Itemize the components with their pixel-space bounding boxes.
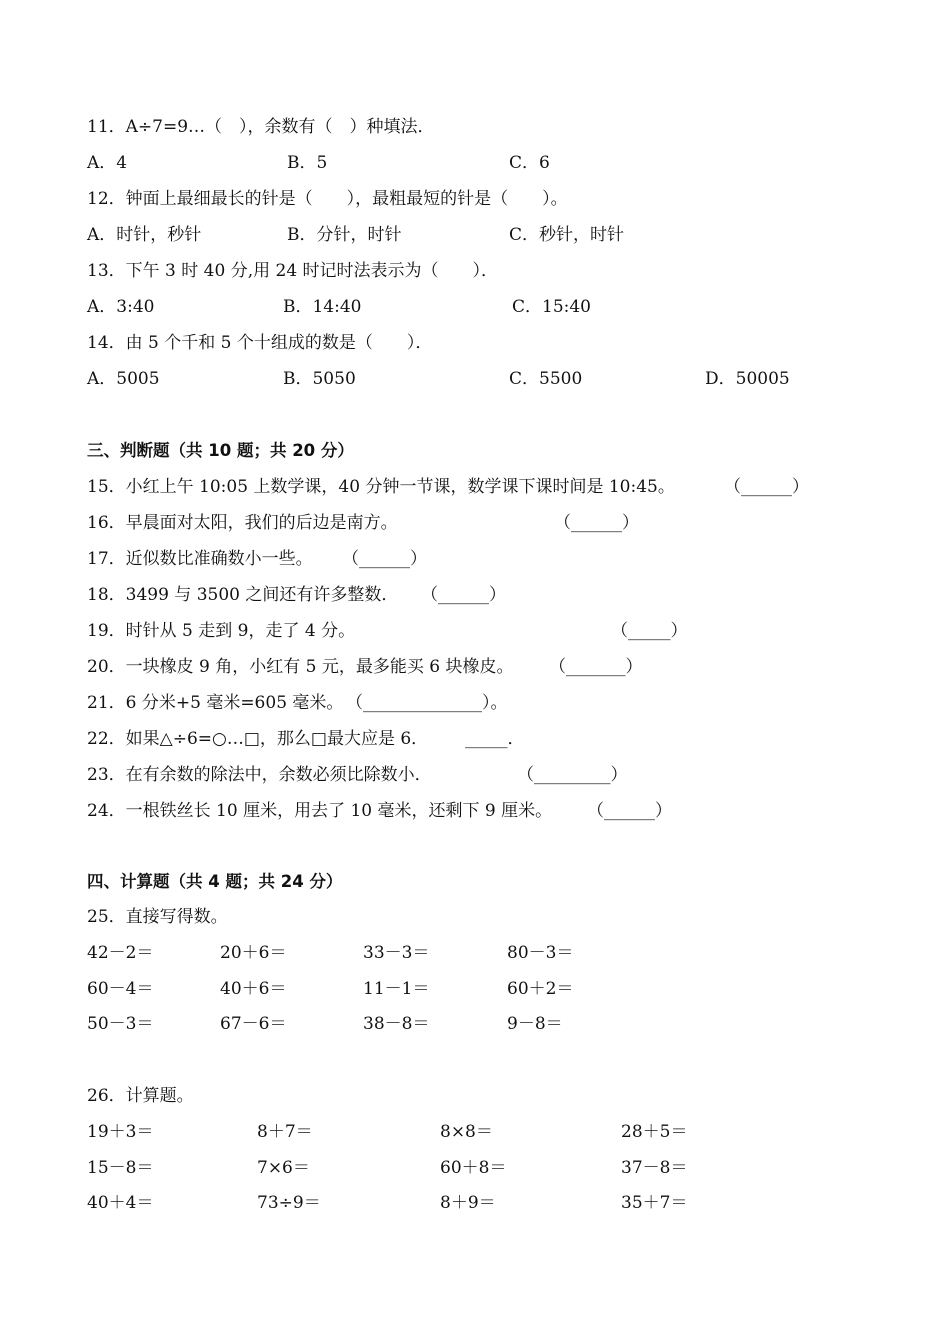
question-25: 25．直接写得数。 [87,907,228,927]
question-21: 21．6 分米+5 毫米=605 毫米。 [87,693,344,713]
question-13: 13．下午 3 时 40 分,用 24 时记时法表示为（ ）． [87,261,499,281]
q22-answer-blank[interactable]: _____． [465,729,525,749]
q13-option-c: C．15:40 [512,297,591,317]
q25-cell: 60＋2＝ [507,979,574,999]
q14-option-b: B．5050 [283,369,356,389]
q26-cell: 8＋9＝ [440,1193,496,1213]
question-12: 12．钟面上最细最长的针是（ ），最粗最短的针是（ ）。 [87,189,568,209]
question-17: 17．近似数比准确数小一些。 [87,549,313,569]
q24-answer-blank[interactable]: （______） [587,801,672,821]
q18-answer-blank[interactable]: （______） [421,585,506,605]
q26-cell: 73÷9＝ [257,1193,321,1213]
q25-cell: 33－3＝ [363,943,430,963]
question-14: 14．由 5 个千和 5 个十组成的数是（ ）． [87,333,433,353]
q26-cell: 40＋4＝ [87,1193,154,1213]
q14-option-d: D．50005 [705,369,790,389]
q14-option-a: A．5005 [87,369,160,389]
question-26: 26．计算题。 [87,1086,194,1106]
q12-option-b: B．分针，时针 [287,225,402,245]
q26-cell: 37－8＝ [621,1158,688,1178]
q11-option-c: C．6 [509,153,550,173]
q12-option-a: A．时针，秒针 [87,225,202,245]
q23-answer-blank[interactable]: （_________） [517,765,628,785]
q19-answer-blank[interactable]: （_____） [611,621,688,641]
q25-cell: 60－4＝ [87,979,154,999]
section-3-heading: 三、判断题（共 10 题；共 20 分） [87,441,354,460]
question-24: 24．一根铁丝长 10 厘米，用去了 10 毫米，还剩下 9 厘米。 [87,801,553,821]
q26-cell: 8＋7＝ [257,1122,313,1142]
q25-cell: 42－2＝ [87,943,154,963]
q25-cell: 67－6＝ [220,1014,287,1034]
q25-cell: 40＋6＝ [220,979,287,999]
q13-option-b: B．14:40 [283,297,362,317]
q17-answer-blank[interactable]: （______） [342,549,427,569]
question-18: 18．3499 与 3500 之间还有许多整数． [87,585,399,605]
q14-option-c: C．5500 [509,369,583,389]
question-11: 11．A÷7=9…（ ），余数有（ ）种填法． [87,117,435,137]
question-20: 20．一块橡皮 9 角，小红有 5 元，最多能买 6 块橡皮。 [87,657,514,677]
question-23: 23．在有余数的除法中，余数必须比除数小． [87,765,432,785]
q26-cell: 8×8＝ [440,1122,493,1142]
q13-option-a: A．3:40 [87,297,155,317]
q11-option-b: B．5 [287,153,328,173]
q26-cell: 60＋8＝ [440,1158,507,1178]
q12-option-c: C．秒针，时针 [509,225,625,245]
q25-cell: 80－3＝ [507,943,574,963]
q26-cell: 15－8＝ [87,1158,154,1178]
q26-cell: 28＋5＝ [621,1122,688,1142]
q20-answer-blank[interactable]: （_______） [549,657,643,677]
q26-cell: 35＋7＝ [621,1193,688,1213]
question-19: 19．时针从 5 走到 9，走了 4 分。 [87,621,356,641]
question-15: 15．小红上午 10:05 上数学课，40 分钟一节课，数学课下课时间是 10:45。 [87,477,675,497]
q26-cell: 7×6＝ [257,1158,310,1178]
q25-cell: 50－3＝ [87,1014,154,1034]
q16-answer-blank[interactable]: （______） [554,513,639,533]
q25-cell: 9－8＝ [507,1014,563,1034]
q25-cell: 20＋6＝ [220,943,287,963]
q26-cell: 19＋3＝ [87,1122,154,1142]
q25-cell: 38－8＝ [363,1014,430,1034]
q21-answer-blank[interactable]: （______________）。 [346,693,508,713]
question-16: 16．早晨面对太阳，我们的后边是南方。 [87,513,398,533]
q11-option-a: A．4 [87,153,128,173]
q25-cell: 11－1＝ [363,979,430,999]
section-4-heading: 四、计算题（共 4 题；共 24 分） [87,872,343,891]
question-22: 22．如果△÷6=○…□，那么□最大应是 6． [87,729,429,749]
q15-answer-blank[interactable]: （______） [724,477,809,497]
